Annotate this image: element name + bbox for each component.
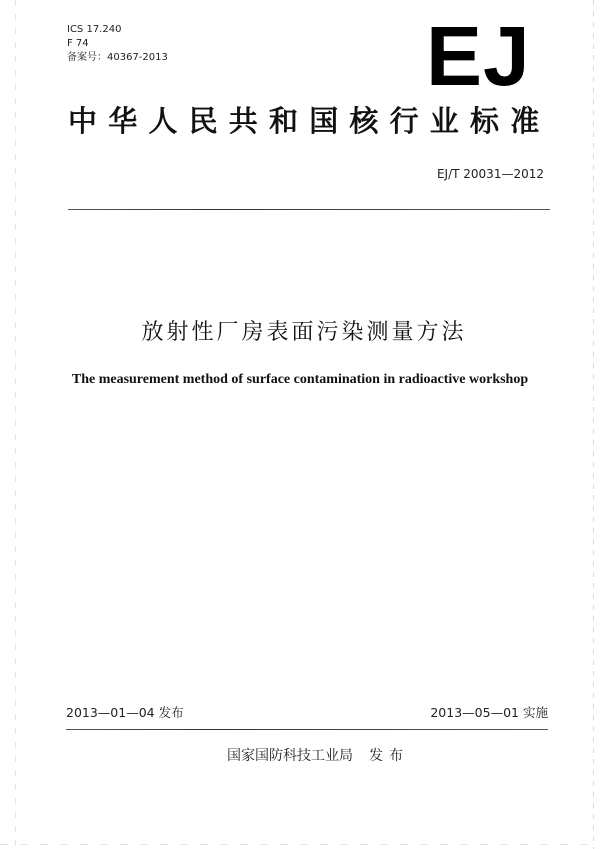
scan-edge-right [593,0,594,849]
document-title-chinese: 放射性厂房表面污染测量方法 [141,320,467,345]
scan-edge-bottom [0,844,600,845]
top-divider [68,209,550,210]
effective-date: 2013—05—01 [430,705,519,720]
filing-number: 备案号：40367-2013 [67,52,168,63]
ej-logo: EJ [426,9,531,103]
issue-label: 发布 [158,705,184,720]
classification-block [67,23,168,65]
standard-number: EJ/T 20031—2012 [436,167,544,181]
document-title-english: The measurement method of surface contamination in radioactive workshop [71,372,529,387]
issue-date: 2013—01—04 [66,705,155,720]
bottom-divider [66,729,548,730]
effective-label: 实施 [522,705,548,720]
ccs-code: F 74 [67,38,89,49]
issue-date-block [66,704,184,722]
standard-category-title: 中华人民共和国核行业标准 [68,104,551,138]
publisher-action: 发布 [369,748,409,764]
ics-code: ICS 17.240 [67,24,122,35]
effective-date-block [430,704,548,722]
publisher-name: 国家国防科技工业局 [227,748,353,764]
scan-edge-left [15,0,16,849]
publisher-block [227,745,409,767]
